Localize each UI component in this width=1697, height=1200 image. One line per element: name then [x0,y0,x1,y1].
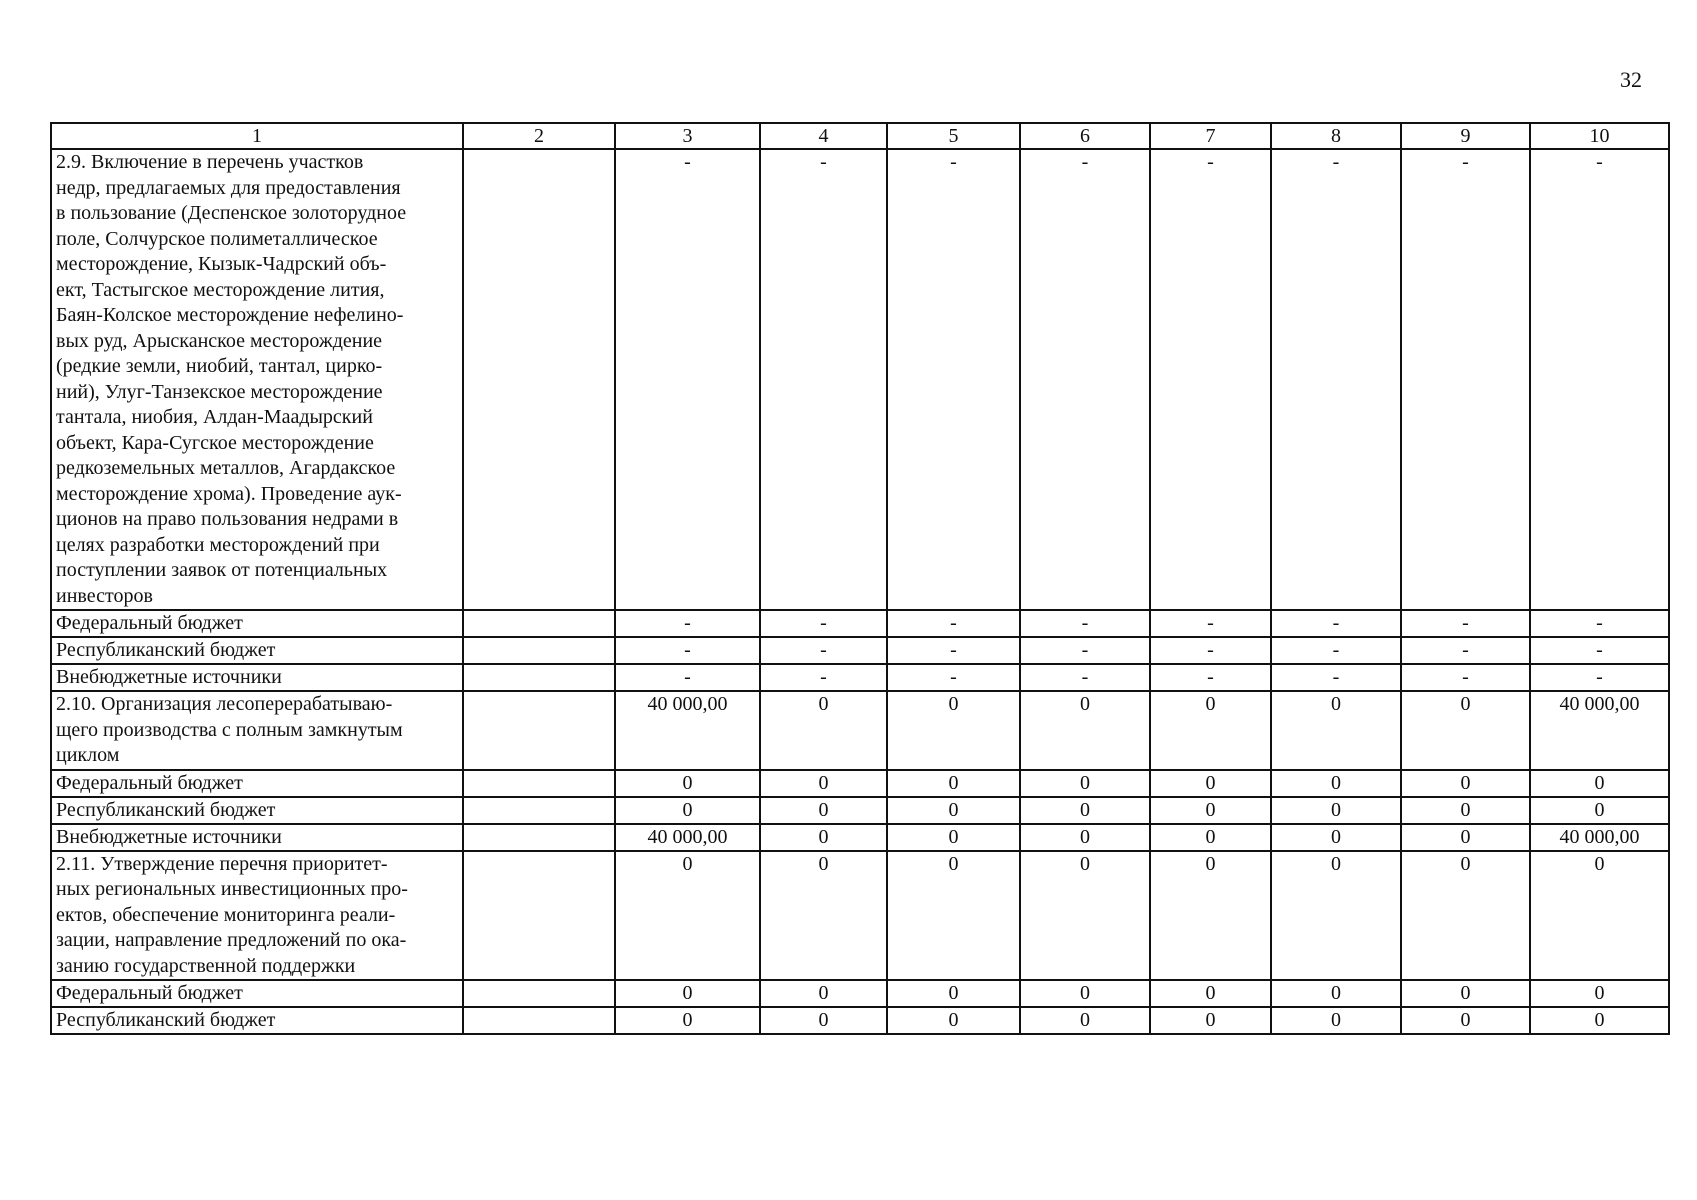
value-cell-col-7: 0 [1150,824,1271,851]
value-cell-col-5: - [887,610,1020,637]
value-cell-col-7: 0 [1150,851,1271,981]
table-row [51,797,1669,824]
value-cell-col-3: - [615,610,760,637]
value-cell-col-5: 0 [887,980,1020,1007]
value-cell-col-10: 40 000,00 [1530,824,1669,851]
value-cell-col-8: - [1271,664,1401,691]
value-cell-col-4: 0 [760,797,887,824]
value-cell-col-7: - [1150,149,1271,610]
value-cell-col-5: 0 [887,824,1020,851]
value-cell-col-10: 0 [1530,851,1669,981]
column-header-row [51,123,1669,149]
value-cell-col-4: - [760,149,887,610]
row-description: Внебюджетные источники [51,664,463,691]
value-cell-col-8: 0 [1271,691,1401,770]
value-cell-col-5: - [887,664,1020,691]
value-cell-col-8: 0 [1271,797,1401,824]
row-executor-cell [463,149,615,610]
row-description: 2.9. Включение в перечень участков недр, предлагаемых для предоставления в пользование (Деспенское золоторудное поле, Солчурское полиметаллическое месторождение, Кызык-Чадрский объ- ект, Тастыгское месторождение лития, Баян-Колское месторождение нефелино- вых руд, Арысканское месторождение (редкие земли, ниобий, тантал, цирко- ний), Улуг-Танзекское месторождение тантала, ниобия, Алдан-Маадырский объект, Кара-Сугское месторождение редкоземельных металлов, Агардакское месторождение хрома). Проведение аук- ционов на право пользования недрами в целях разработки месторождений при поступлении заявок от потенциальных инвесторов [51,149,463,610]
value-cell-col-3: - [615,664,760,691]
value-cell-col-9: 0 [1401,770,1530,797]
row-description: Республиканский бюджет [51,1007,463,1034]
value-cell-col-4: 0 [760,1007,887,1034]
value-cell-col-3: - [615,149,760,610]
budget-table [50,122,1670,1035]
row-executor-cell [463,691,615,770]
value-cell-col-8: - [1271,149,1401,610]
value-cell-col-6: 0 [1020,1007,1150,1034]
value-cell-col-10: 40 000,00 [1530,691,1669,770]
table-row [51,824,1669,851]
column-header-7: 7 [1150,123,1271,149]
column-header-10: 10 [1530,123,1669,149]
value-cell-col-3: 40 000,00 [615,824,760,851]
value-cell-col-6: 0 [1020,770,1150,797]
value-cell-col-10: 0 [1530,770,1669,797]
column-header-6: 6 [1020,123,1150,149]
column-header-9: 9 [1401,123,1530,149]
table-row [51,664,1669,691]
value-cell-col-7: 0 [1150,980,1271,1007]
value-cell-col-10: 0 [1530,1007,1669,1034]
table-row [51,637,1669,664]
value-cell-col-6: 0 [1020,851,1150,981]
value-cell-col-4: 0 [760,691,887,770]
value-cell-col-8: - [1271,637,1401,664]
table-body [51,123,1669,1034]
value-cell-col-7: 0 [1150,1007,1271,1034]
value-cell-col-4: 0 [760,980,887,1007]
row-executor-cell [463,851,615,981]
row-description: Внебюджетные источники [51,824,463,851]
row-description: 2.10. Организация лесоперерабатываю- щего производства с полным замкнутым циклом [51,691,463,770]
value-cell-col-3: - [615,637,760,664]
row-executor-cell [463,664,615,691]
value-cell-col-7: 0 [1150,797,1271,824]
value-cell-col-9: 0 [1401,691,1530,770]
value-cell-col-5: 0 [887,851,1020,981]
value-cell-col-9: - [1401,637,1530,664]
value-cell-col-7: - [1150,610,1271,637]
value-cell-col-5: 0 [887,770,1020,797]
row-executor-cell [463,980,615,1007]
value-cell-col-10: 0 [1530,980,1669,1007]
table-row [51,610,1669,637]
column-header-5: 5 [887,123,1020,149]
table-row [51,851,1669,981]
value-cell-col-8: 0 [1271,770,1401,797]
value-cell-col-5: - [887,149,1020,610]
value-cell-col-6: 0 [1020,824,1150,851]
table-row [51,770,1669,797]
row-description: Федеральный бюджет [51,980,463,1007]
value-cell-col-6: - [1020,664,1150,691]
value-cell-col-5: - [887,637,1020,664]
row-executor-cell [463,1007,615,1034]
column-header-1: 1 [51,123,463,149]
value-cell-col-6: 0 [1020,980,1150,1007]
value-cell-col-10: - [1530,664,1669,691]
value-cell-col-10: - [1530,610,1669,637]
value-cell-col-8: 0 [1271,824,1401,851]
value-cell-col-4: 0 [760,851,887,981]
row-executor-cell [463,637,615,664]
value-cell-col-10: - [1530,637,1669,664]
column-header-8: 8 [1271,123,1401,149]
value-cell-col-5: 0 [887,797,1020,824]
value-cell-col-4: - [760,664,887,691]
value-cell-col-9: 0 [1401,797,1530,824]
row-description: Республиканский бюджет [51,637,463,664]
value-cell-col-10: 0 [1530,797,1669,824]
value-cell-col-6: - [1020,149,1150,610]
table-row [51,1007,1669,1034]
value-cell-col-10: - [1530,149,1669,610]
value-cell-col-9: - [1401,664,1530,691]
page-number: 32 [1620,67,1642,92]
value-cell-col-6: - [1020,610,1150,637]
value-cell-col-3: 0 [615,1007,760,1034]
value-cell-col-6: - [1020,637,1150,664]
value-cell-col-6: 0 [1020,691,1150,770]
value-cell-col-6: 0 [1020,797,1150,824]
value-cell-col-7: 0 [1150,770,1271,797]
value-cell-col-4: 0 [760,770,887,797]
row-description: 2.11. Утверждение перечня приоритет- ных региональных инвестиционных про- ектов, обеспечение мониторинга реали- зации, направление предложений по ока- занию государственной поддержки [51,851,463,981]
value-cell-col-5: 0 [887,1007,1020,1034]
value-cell-col-9: 0 [1401,1007,1530,1034]
row-executor-cell [463,797,615,824]
column-header-2: 2 [463,123,615,149]
row-executor-cell [463,610,615,637]
value-cell-col-9: 0 [1401,824,1530,851]
value-cell-col-9: - [1401,610,1530,637]
value-cell-col-4: - [760,610,887,637]
value-cell-col-3: 0 [615,797,760,824]
table-row [51,149,1669,610]
value-cell-col-9: 0 [1401,980,1530,1007]
table-row [51,691,1669,770]
value-cell-col-3: 0 [615,980,760,1007]
row-description: Федеральный бюджет [51,770,463,797]
value-cell-col-9: - [1401,149,1530,610]
value-cell-col-7: - [1150,637,1271,664]
value-cell-col-8: 0 [1271,851,1401,981]
value-cell-col-3: 0 [615,770,760,797]
row-description: Республиканский бюджет [51,797,463,824]
value-cell-col-4: 0 [760,824,887,851]
value-cell-col-7: - [1150,664,1271,691]
column-header-4: 4 [760,123,887,149]
value-cell-col-7: 0 [1150,691,1271,770]
column-header-3: 3 [615,123,760,149]
value-cell-col-4: - [760,637,887,664]
value-cell-col-5: 0 [887,691,1020,770]
table-row [51,980,1669,1007]
row-executor-cell [463,770,615,797]
value-cell-col-8: 0 [1271,980,1401,1007]
row-description: Федеральный бюджет [51,610,463,637]
value-cell-col-3: 40 000,00 [615,691,760,770]
value-cell-col-9: 0 [1401,851,1530,981]
value-cell-col-3: 0 [615,851,760,981]
value-cell-col-8: - [1271,610,1401,637]
row-executor-cell [463,824,615,851]
value-cell-col-8: 0 [1271,1007,1401,1034]
